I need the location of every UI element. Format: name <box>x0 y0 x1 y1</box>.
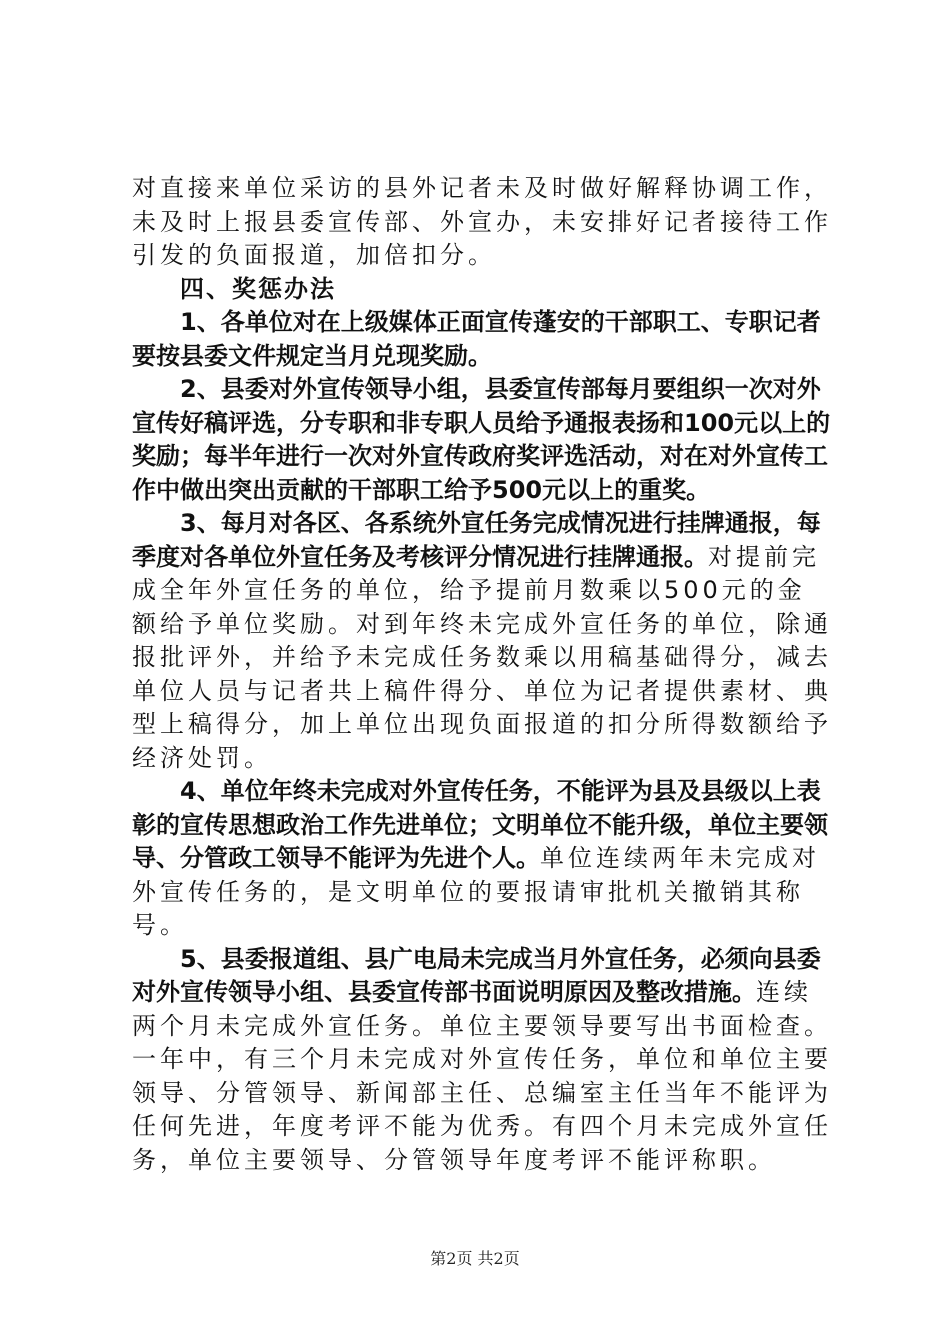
paragraph-item-2: 2、县委对外宣传领导小组，县委宣传部每月要组织一次对外宣传好稿评选，分专职和非专职人员给予通报表扬和100元以上的奖励；每半年进行一次对外宣传政府奖评选活动，对在对外宣传工作中做出突出贡献的干部职工给予500元以上的重奖。 <box>132 375 831 504</box>
item-3-lead: 3、每月对各区、各系统外宣任务完成情况进行挂牌通报，每季度对各单位外宣任务及考核评分情况进行挂牌通报。 <box>132 509 821 571</box>
paragraph-item-3 <box>132 507 832 775</box>
page-footer: 第2页 共2页 <box>430 1249 520 1268</box>
paragraph-item-1: 1、各单位对在上级媒体正面宣传蓬安的干部职工、专职记者要按县委文件规定当月兑现奖励。 <box>132 308 821 370</box>
document-body <box>132 172 832 1177</box>
section-heading-rewards-penalties: 四、奖惩办法 <box>180 274 336 303</box>
item-4-lead: 4、单位年终未完成对外宣传任务，不能评为县及县级以上表彰的宣传思想政治工作先进单位；文明单位不能升级，单位主要领导、分管政工领导不能评为先进个人。 <box>132 777 828 872</box>
item-3-detail: 对提前完成全年外宣任务的单位，给予提前月数乘以500元的金额给予单位奖励。对到年终未完成外宣任务的单位，除通报批评外，并给予未完成任务数乘以用稿基础得分，减去单位人员与记者共上稿件得分、单位为记者提供素材、典型上稿得分，加上单位出现负面报道的扣分所得数额给予经济处罚。 <box>132 542 832 772</box>
item-4-detail: 单位连续两年未完成对外宣传任务的，是文明单位的要报请审批机关撤销其称号。 <box>132 844 820 939</box>
paragraph-item-5 <box>132 943 832 1178</box>
paragraph-reporter-coordination: 对直接来单位采访的县外记者未及时做好解释协调工作，未及时上报县委宣传部、外宣办，未安排好记者接待工作引发的负面报道，加倍扣分。 <box>132 174 832 269</box>
item-5-detail: 连续两个月未完成外宣任务。单位主要领导要写出书面检查。一年中，有三个月未完成对外宣传任务，单位和单位主要领导、分管领导、新闻部主任、总编室主任当年不能评为任何先进，年度考评不能为优秀。有四个月未完成外宣任务，单位主要领导、分管领导年度考评不能评称职。 <box>132 978 832 1174</box>
paragraph-item-4 <box>132 775 832 943</box>
item-5-lead: 5、县委报道组、县广电局未完成当月外宣任务，必须向县委对外宣传领导小组、县委宣传部书面说明原因及整改措施。 <box>132 944 821 1006</box>
